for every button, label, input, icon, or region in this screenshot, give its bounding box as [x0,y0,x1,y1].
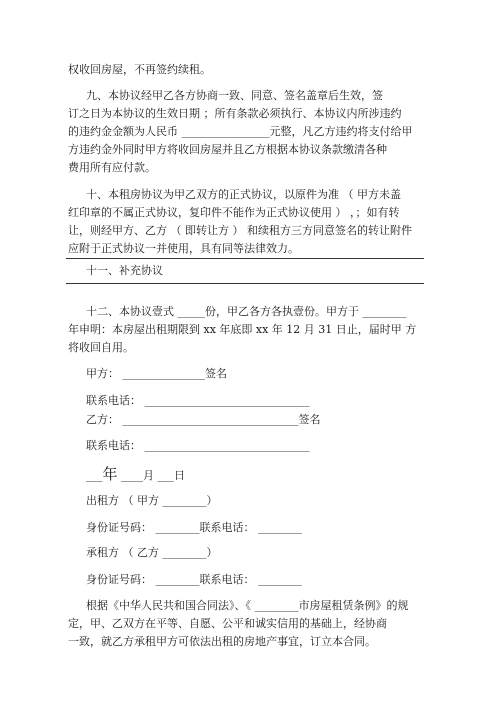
horizontal-rule [66,258,424,259]
horizontal-rule [66,283,424,284]
year-blank: ___ [86,469,103,482]
text-line: 定，甲、乙双方在平等、自愿、公平和诚实信用的基础上，经协商 [68,617,387,630]
signature-line: 甲方： _______________签名 [86,367,227,380]
text-line: 权收回房屋，不再签约续租。 [68,63,211,76]
day-blank: ___ [157,469,175,482]
year-label: 年 [102,465,118,483]
text-line: 让，则经甲方、乙方 （ 即转让方 ） 和续租方三方同意签名的转让附件 [68,224,412,237]
text-line: 十、本租房协议为甲乙双方的正式协议，以原件为准 （ 甲方未盖 [86,188,401,201]
text-line: 十二、本协议壹式 _____份，甲乙各方各执壹份。甲方于 ________ [86,305,407,318]
text-line: 费用所有应付款。 [68,161,156,174]
text-line: 红印章的不属正式协议，复印件不能作为正式协议使用 ） ，；如有转 [68,206,400,219]
date-line [86,467,185,483]
section-heading: 十一、补充协议 [86,264,163,277]
text-line: 年申明：本房屋出租期限到 xx 年底即 xx 年 12 月 31 日止，届时甲 方 [68,323,417,336]
text-line: 方违约金外同时甲方将收回房屋并且乙方根据本协议条款缴清各种 [68,143,387,156]
text-line: 的违约金金额为人民币 ________________元整，凡乙方违约将支付给甲 [68,125,413,138]
signature-line: 身份证号码： ________联系电话： ________ [86,521,302,534]
signature-line: 联系电话： ______________________________ [86,394,310,407]
text-line: 一致，就乙方承租甲方可依法出租的房地产事宜，订立本合同。 [68,635,376,648]
signature-line: 承租方 （ 乙方 ________） [86,546,218,559]
text-line: 九、本协议经甲乙各方协商一致、同意、签名盖章后生效，签 [86,89,383,102]
signature-line: 联系电话： ______________________________ [86,439,310,452]
month-label: 月 [143,469,155,482]
signature-line: 出租方 （ 甲方 ________） [86,494,218,507]
text-line: 订之日为本协议的生效日期 ；所有条款必须执行、本协议内所涉违约 [68,107,402,120]
signature-line: 乙方： ________________________________签名 [86,413,321,426]
text-line: 应附于正式协议一并使用，具有同等法律效力。 [68,242,299,255]
text-line: 将收回自用。 [68,341,134,354]
signature-line: 身份证号码： ________联系电话： ________ [86,573,302,586]
text-line: 根据《中华人民共和国合同法》、《 ________市房屋租赁条例》的规 [86,599,409,612]
day-label: 日 [174,469,186,482]
month-blank: ____ [121,469,144,482]
